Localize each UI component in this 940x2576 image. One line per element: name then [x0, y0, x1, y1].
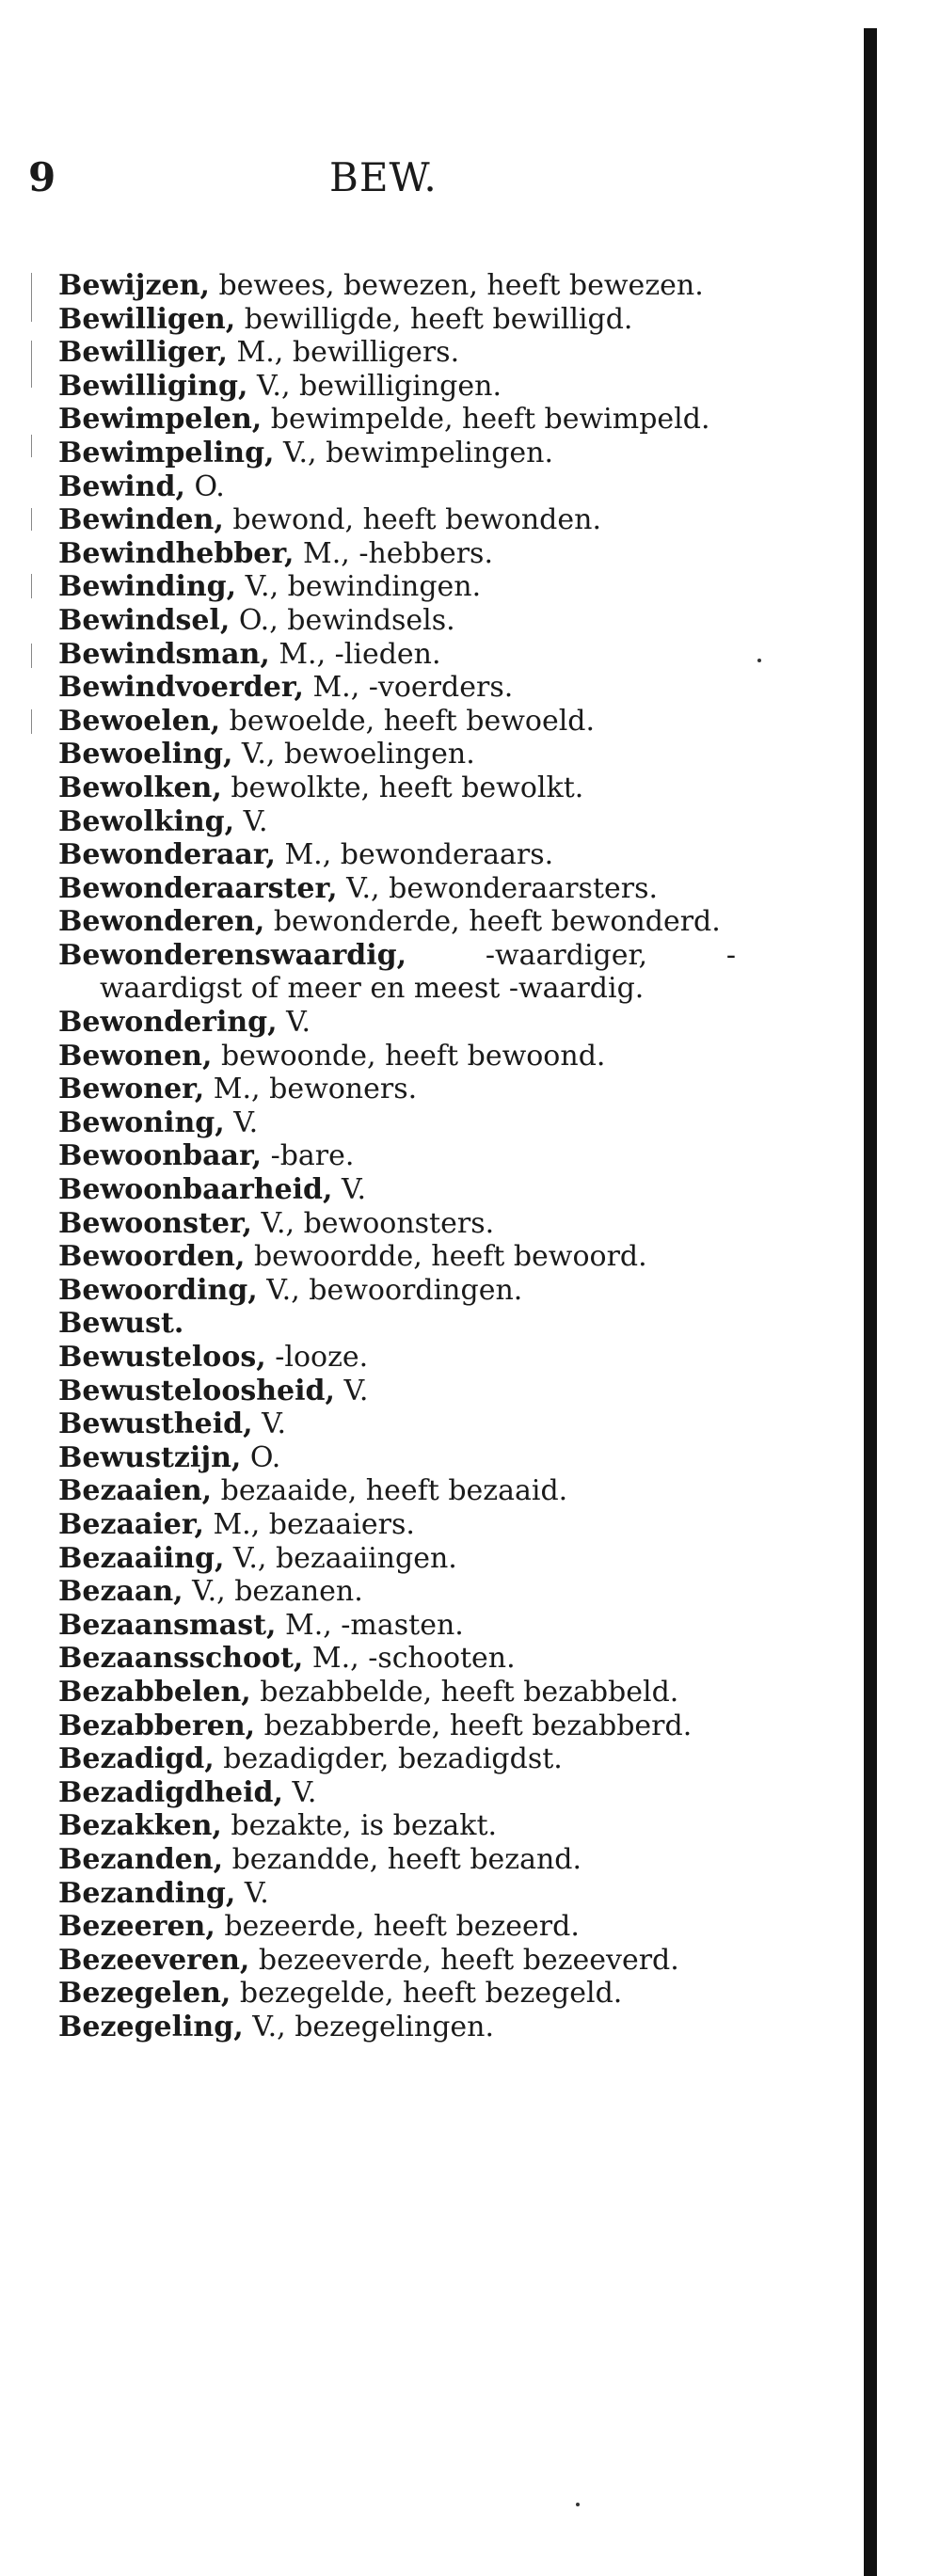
entry-headword: Bewustheid, [58, 1407, 253, 1441]
dictionary-entry [58, 1139, 736, 1173]
entry-definition: V., bewoelingen. [232, 738, 475, 771]
entry-definition: bewees, bewezen, heeft bewezen. [209, 269, 704, 302]
entry-headword: Bewondering, [58, 1006, 278, 1040]
entry-headword: Bezaansschoot, [58, 1642, 304, 1676]
entry-headword: Bewusteloosheid, [58, 1374, 335, 1407]
entry-definition: bewoonde, heeft bewoond. [212, 1039, 606, 1073]
margin-mark [31, 508, 32, 531]
dictionary-entry [58, 1642, 736, 1676]
entry-headword: Bezanden, [58, 1842, 224, 1876]
entry-definition: M., -hebbers. [294, 536, 493, 570]
column-rule [864, 28, 877, 2576]
entry-definition: bezakte, is bezakt. [221, 1809, 498, 1843]
entry-definition: V., bewimpelingen. [274, 436, 554, 469]
entry-headword: Bewind, [58, 469, 185, 503]
entry-definition: M., bewoners. [204, 1073, 418, 1106]
dictionary-entries [58, 269, 736, 2043]
dictionary-entry [58, 370, 736, 404]
entry-headword: Bewonderenswaardig, [58, 938, 407, 972]
entry-definition: V. [282, 1775, 317, 1809]
dictionary-entry [58, 570, 736, 604]
entry-headword: Bewoonbaar, [58, 1139, 263, 1173]
entry-definition: bezadigder, bezadigdst. [214, 1742, 563, 1776]
dictionary-entry [58, 638, 736, 672]
dictionary-entry [58, 437, 736, 470]
entry-headword: Bewoorden, [58, 1240, 246, 1274]
entry-headword: Bewonderen, [58, 905, 265, 939]
entry-headword: Bezaansmast, [58, 1608, 277, 1642]
entry-headword: Bewimpeling, [58, 436, 275, 469]
dictionary-entry [58, 1407, 736, 1441]
dictionary-entry [58, 1375, 736, 1408]
dictionary-entry [58, 1877, 736, 1911]
dictionary-entry [58, 1307, 736, 1341]
entry-headword: Bezeeveren, [58, 1943, 250, 1977]
entry-definition: bezandde, heeft bezand. [223, 1842, 582, 1876]
dictionary-entry [58, 1006, 736, 1040]
entry-headword: Bewinding, [58, 570, 237, 604]
entry-headword: Bewinden, [58, 503, 224, 537]
stray-dot [757, 659, 761, 662]
dictionary-entry [58, 1240, 736, 1274]
entry-definition: M., -schooten. [303, 1642, 516, 1676]
entry-definition: V. [252, 1407, 287, 1441]
running-head: BEW. [329, 154, 438, 200]
entry-definition: -bare. [262, 1139, 355, 1173]
entry-definition: V. [235, 1876, 269, 1910]
dictionary-entry [58, 771, 736, 805]
entry-headword: Bezaaier, [58, 1507, 204, 1541]
entry-definition: M., -voerders. [303, 671, 514, 705]
entry-definition: V., bezaaiingen. [224, 1541, 457, 1575]
entry-headword: Bewijzen, [58, 269, 210, 302]
dictionary-entry [58, 872, 736, 906]
dictionary-entry [58, 1676, 736, 1709]
dictionary-entry [58, 1776, 736, 1810]
entry-headword: Bewilliging, [58, 369, 248, 403]
entry-definition: V. [277, 1006, 311, 1040]
entry-definition: bewoelde, heeft bewoeld. [220, 704, 596, 738]
entry-headword: Bezadigd, [58, 1742, 215, 1776]
entry-headword: Bezeeren, [58, 1910, 215, 1944]
dictionary-entry [58, 604, 736, 638]
entry-definition: bezabbelde, heeft bezabbeld. [250, 1675, 679, 1709]
entry-definition: -looze. [265, 1341, 369, 1374]
entry-definition: V., bewilligingen. [247, 369, 502, 403]
entry-headword: Bezanding, [58, 1876, 236, 1910]
margin-mark [31, 709, 32, 734]
margin-mark [31, 435, 32, 457]
dictionary-entry [58, 1910, 736, 1944]
dictionary-entry [58, 1207, 736, 1241]
dictionary-entry [58, 2011, 736, 2044]
dictionary-entry [58, 1474, 736, 1508]
dictionary-entry [58, 1609, 736, 1643]
dictionary-entry [58, 939, 736, 1006]
entry-definition: V., bezegelingen. [243, 2010, 495, 2043]
entry-headword: Bewoner, [58, 1073, 205, 1106]
entry-headword: Bewindsel, [58, 603, 231, 637]
entry-headword: Bezakken, [58, 1809, 222, 1843]
dictionary-entry [58, 336, 736, 370]
margin-mark [31, 273, 32, 322]
entry-headword: Bewindsman, [58, 637, 270, 671]
dictionary-entry [58, 1341, 736, 1375]
entry-definition: bewoordde, heeft bewoord. [245, 1240, 647, 1274]
dictionary-entry [58, 1944, 736, 1978]
entry-headword: Bewimpelen, [58, 403, 263, 437]
dictionary-entry [58, 470, 736, 504]
entry-headword: Bewust. [58, 1307, 184, 1341]
dictionary-entry [58, 503, 736, 537]
dictionary-entry [58, 537, 736, 571]
dictionary-entry [58, 1843, 736, 1877]
entry-headword: Bewonen, [58, 1039, 213, 1073]
entry-definition: -waardiger, -waardigst of meer en meest -waardig. [100, 938, 736, 1006]
dictionary-entry [58, 403, 736, 437]
entry-definition: bezaaide, heeft bezaaid. [212, 1474, 568, 1508]
entry-headword: Bewoording, [58, 1273, 258, 1307]
dictionary-entry [58, 1441, 736, 1475]
entry-definition: bewolkte, heeft bewolkt. [221, 771, 584, 804]
dictionary-entry [58, 1106, 736, 1140]
margin-mark [31, 574, 32, 598]
entry-headword: Bewindhebber, [58, 536, 295, 570]
entry-headword: Bewoeling, [58, 738, 233, 771]
entry-headword: Bewoning, [58, 1105, 225, 1139]
entry-headword: Bezaan, [58, 1575, 183, 1609]
dictionary-entry [58, 1742, 736, 1776]
entry-definition: bezeerde, heeft bezeerd. [215, 1910, 580, 1944]
dictionary-entry [58, 1575, 736, 1609]
dictionary-entry [58, 1542, 736, 1576]
entry-definition: O., bewindsels. [230, 603, 455, 637]
entry-headword: Bewusteloos, [58, 1341, 266, 1374]
entry-definition: V., bewindingen. [236, 570, 482, 604]
entry-definition: M., -masten. [276, 1608, 464, 1642]
entry-definition: bewilligde, heeft bewilligd. [235, 302, 633, 336]
entry-definition: V. [224, 1105, 259, 1139]
entry-definition: V. [334, 1374, 369, 1407]
entry-headword: Bewoonbaarheid, [58, 1173, 333, 1207]
entry-definition: V., bewoonsters. [252, 1206, 495, 1240]
margin-mark [31, 644, 32, 668]
entry-definition: M., bezaaiers. [203, 1507, 415, 1541]
dictionary-entry [58, 269, 736, 303]
entry-definition: V., bezanen. [183, 1575, 363, 1609]
dictionary-entry [58, 1073, 736, 1106]
stray-dot [576, 2503, 580, 2506]
entry-headword: Bezaaiing, [58, 1541, 225, 1575]
entry-definition: bezegelde, heeft bezegeld. [231, 1977, 623, 2011]
entry-definition: bewonderde, heeft bewonderd. [264, 905, 721, 939]
entry-headword: Bezabbelen, [58, 1675, 251, 1709]
entry-definition: V. [234, 804, 268, 838]
entry-definition: M., -lieden. [269, 637, 441, 671]
dictionary-entry [58, 705, 736, 739]
dictionary-entry [58, 303, 736, 337]
entry-definition: M., bewonderaars. [275, 838, 554, 872]
entry-definition: V., bewoordingen. [257, 1273, 523, 1307]
entry-headword: Bezabberen, [58, 1709, 256, 1742]
entry-headword: Bewoonster, [58, 1206, 253, 1240]
entry-headword: Bewonderaar, [58, 838, 276, 872]
entry-headword: Bewoelen, [58, 704, 221, 738]
entry-definition: bewond, heeft bewonden. [223, 503, 601, 537]
dictionary-entry [58, 905, 736, 939]
dictionary-entry [58, 1709, 736, 1743]
dictionary-entry [58, 1040, 736, 1073]
dictionary-entry [58, 1274, 736, 1308]
dictionary-entry [58, 1173, 736, 1207]
margin-mark [31, 341, 32, 388]
dictionary-entry [58, 838, 736, 872]
dictionary-entry [58, 738, 736, 771]
entry-definition: O. [184, 469, 225, 503]
entry-definition: V. [332, 1173, 366, 1207]
dictionary-entry [58, 1977, 736, 2011]
dictionary-entry [58, 1809, 736, 1843]
entry-headword: Bewilligen, [58, 302, 236, 336]
dictionary-entry [58, 671, 736, 705]
entry-headword: Bewindvoerder, [58, 671, 304, 705]
entry-definition: M., bewilligers. [228, 336, 460, 370]
entry-headword: Bewustzijn, [58, 1440, 242, 1474]
entry-headword: Bewonderaarster, [58, 871, 338, 905]
entry-headword: Bezegelen, [58, 1977, 231, 2011]
entry-headword: Bewilliger, [58, 336, 228, 370]
entry-headword: Bezadigdheid, [58, 1775, 283, 1809]
dictionary-entry [58, 1508, 736, 1542]
entry-definition: O. [241, 1440, 281, 1474]
entry-definition: bezabberde, heeft bezabberd. [255, 1709, 693, 1742]
page-number: 9 [28, 154, 56, 200]
entry-headword: Bezaaien, [58, 1474, 213, 1508]
entry-definition: V., bewonderaarsters. [337, 871, 659, 905]
entry-headword: Bewolking, [58, 804, 235, 838]
entry-headword: Bewolken, [58, 771, 222, 804]
entry-definition: bewimpelde, heeft bewimpeld. [262, 403, 710, 437]
entry-definition: bezeeverde, heeft bezeeverd. [249, 1943, 679, 1977]
entry-headword: Bezegeling, [58, 2010, 244, 2043]
dictionary-entry [58, 805, 736, 839]
